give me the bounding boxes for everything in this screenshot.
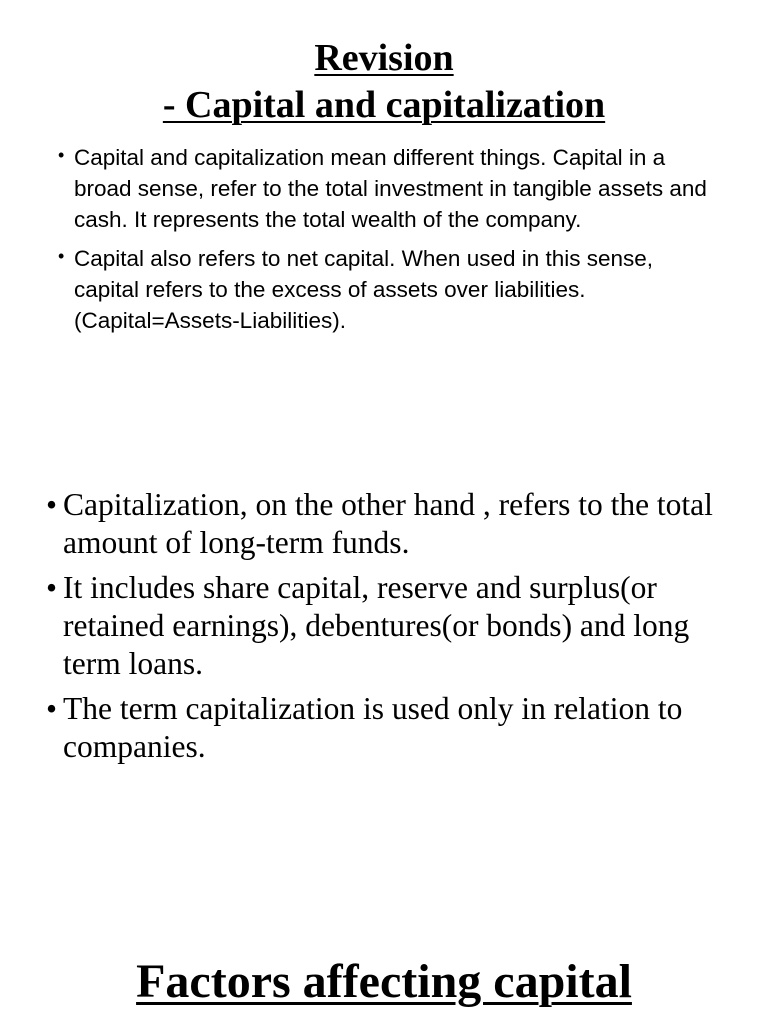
bullet-marker: • bbox=[58, 145, 65, 165]
capital-bullet-list bbox=[58, 142, 718, 344]
bullet-marker: • bbox=[46, 691, 58, 726]
bullet-text: It includes share capital, reserve and surplus(or retained earnings), debentures(or bonds) and long term loans. bbox=[63, 570, 690, 681]
bullet-marker: • bbox=[46, 487, 58, 522]
list-item bbox=[46, 690, 716, 766]
bullet-marker: • bbox=[58, 246, 65, 266]
list-item bbox=[46, 569, 716, 683]
list-item bbox=[58, 142, 718, 235]
bullet-text: Capital also refers to net capital. When used in this sense, capital refers to the excess of assets over liabilities. (Capital=Assets-Liabilities). bbox=[74, 246, 654, 333]
bullet-marker: • bbox=[46, 570, 58, 605]
bullet-text: The term capitalization is used only in relation to companies. bbox=[63, 691, 683, 764]
bullet-text: Capitalization, on the other hand , refers to the total amount of long-term funds. bbox=[63, 487, 713, 560]
list-item bbox=[58, 243, 718, 336]
list-item bbox=[46, 486, 716, 562]
slide-subtitle: - Capital and capitalization bbox=[162, 84, 606, 126]
slide-title: Revision bbox=[314, 37, 454, 79]
bullet-text: Capital and capitalization mean different things. Capital in a broad sense, refer to the total investment in tangible assets and cash. It represents the total wealth of the company. bbox=[74, 145, 707, 232]
capitalization-bullet-list bbox=[46, 486, 716, 773]
next-slide-title: Factors affecting capital bbox=[136, 955, 632, 1008]
